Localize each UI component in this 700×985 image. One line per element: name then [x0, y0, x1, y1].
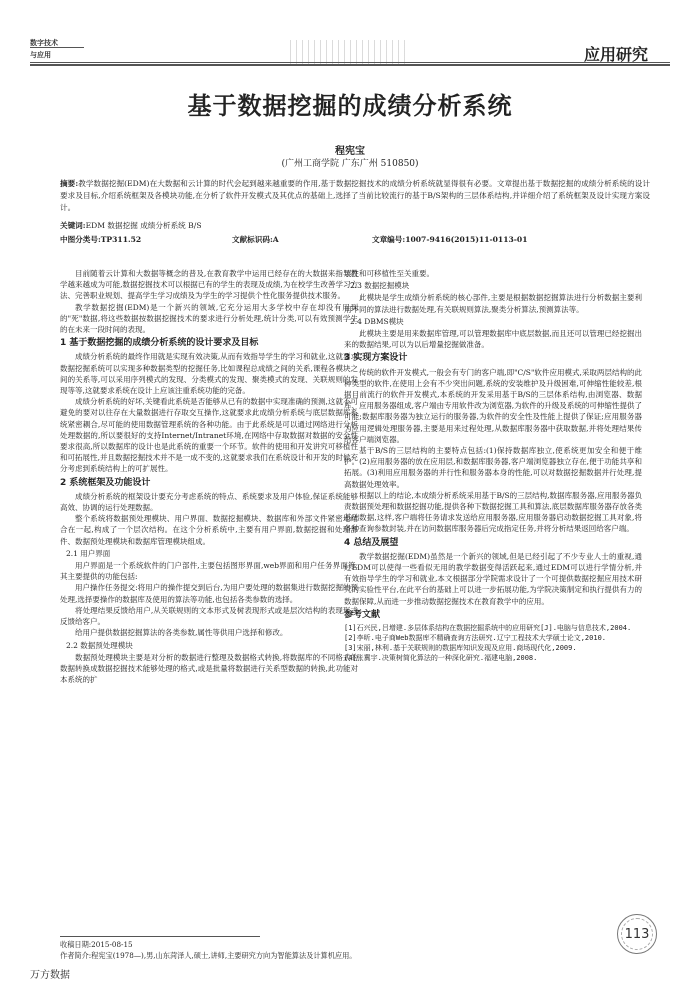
article-no-value: 1007-9416(2015)11-0113-01 [405, 235, 528, 244]
keywords-label: 关键词: [60, 221, 86, 230]
keywords-text: EDM 数据挖掘 成绩分析系统 B/S [85, 221, 202, 230]
body-paragraph: 用户界面是一个系统软件的门户部件,主要包括图形界面,web界面和用户任务界面等,其主要提供的功能包括: [60, 561, 358, 582]
subsection-heading: 2.1 用户界面 [66, 548, 111, 558]
body-paragraph: 将处理结果反馈给用户,从关联规则的文本形式及树表现形式或是层次结构的表现形式反馈给客户。 [60, 605, 358, 627]
watermark-text: 万方数据 [30, 970, 70, 981]
references-heading: 参考文献 [344, 609, 381, 620]
left-column [60, 268, 358, 685]
author-bio: 作者简介:程宪宝(1978—),男,山东菏泽人,硕士,讲师,主要研究方向为智能算法及计算机应用。 [60, 951, 357, 960]
footnote [60, 939, 357, 961]
body-paragraph: 基于B/S的三层结构的主要特点包括:(1)保持数据库独立,使系统更加安全和便于维护。(2)应用服务器的放在应用层,和数据库服务器,客户端浏览器独立存在,便于功能共享和拓展。(3)利用应用服务器的并行性和服务器本身的性能,可以对数据挖掘数据并行处理,提高数据处理效率。 [344, 446, 642, 489]
body-paragraph: 传统的软件开发模式,一般会有专门的客户端,即"C/S"软件应用模式,采取两层结构的此种类型的软件,在使用上会有不少突出问题,系统的安装维护及升级困难,可伸缩性能较差,根据目前流行的软件开发模式,本系统的开发采用基于B/S的三层体系结构,由浏览器、数据库、应用服务器组成,客户端由专用软件改为浏览器,为软件的升级及系统的可伸缩性提供了可能;数据库服务器为独立运行的服务器,为软件的安全性及性能上提供了保证;应用服务器为应用逻辑处理服务器,主要是用来过程处理,从数据库服务器中获取数据,并将处理结果传给客户端浏览器。 [344, 367, 642, 444]
subsection-heading: 2.2 数据预处理模块 [66, 640, 133, 650]
abstract-text: 教学数据挖掘(EDM)在大数据和云计算的时代会起到越来越重要的作用,基于数据挖掘技术的成绩分析系统就显得很有必要。文章提出基于数据挖掘的成绩分析系统的设计要求及目标,介绍系统框架及各模块功能,在分析了软件开发模式及其优点的基础上,选择了当前比较流行的基于B/S架构的三层体系结构,并详细介绍了系统框架及设计实现方案设计。 [60, 179, 650, 212]
reference-item: [4]张冀宇.决策树简化算法的一种深化研究.福建电脑,2008. [344, 654, 538, 663]
footnote-rule [60, 936, 260, 937]
journal-name-line2: 与应用 [30, 50, 51, 59]
intro-paragraph: 教学数据挖掘(EDM)是一个新兴的领域,它充分运用大多学校中存在却没有用到的"死"数据,将这些数据按数据挖掘技术的要求进行分析处理,统计分类,可以有效预测学生的在未来一段时间的表现。 [60, 302, 358, 335]
received-date: 收稿日期:2015-08-15 [60, 940, 133, 949]
section-heading: 4 总结及展望 [344, 537, 399, 548]
subsection-heading: 2.4 DBMS模块 [350, 316, 404, 326]
keywords [60, 220, 202, 231]
article-no-label: 文章编号: [372, 235, 406, 244]
abstract [60, 178, 650, 214]
right-column [344, 268, 642, 663]
section-heading: 3 实现方案设计 [344, 353, 408, 364]
doc-code-value: A [272, 235, 279, 244]
body-paragraph: 成绩分析系统的好坏,关键看此系统是否能够从已有的数据中实现准确的预测,这就不可避免的要对以往存在大量数据进行存取交互操作,这就要求此成绩分析系统与底层数据库系统紧密耦合,尽可能的使用数据管理系统的各种功能。由于此系统是可以通过网络进行分析处理数据的,所以要很好的支持Internet/Intranet环境,在网络中存取数据对数据的安全性要求很高,所以数据库的设计也是此系统的重要一个环节。软件的使用和开发讲究可移植性和可拓展性,并且数据挖掘技术并不是一成不变的,这就要求我们在系统设计和开发的时候充分考虑到系统结构上的可扩展性。 [60, 397, 358, 474]
badge-ring [621, 918, 653, 950]
abstract-label: 摘要: [60, 179, 79, 188]
subsection-heading: 2.3 数据挖掘模块 [350, 281, 410, 291]
reference-item: [2]李昕.电子商Web数据库不精确查询方法研究.辽宁工程技术大学硕士论文,2010. [344, 634, 607, 643]
author-name: 程宪宝 [335, 146, 365, 157]
body-paragraph: 整个系统将数据预处理模块、用户界面、数据挖掘模块、数据库和外部文件紧密地结合在一起,构成了一个层次结构。在这个分析系统中,主要有用户界面,数据挖掘和处理部件、数据预处理模块和数据库管理模块组成。 [60, 514, 358, 546]
section-label: 应用研究 [583, 45, 648, 64]
body-paragraph: 数据预处理模块主要是对分析的数据进行整理及数据格式转换,将数据库的不同格式的数据转换成数据挖掘技术能够处理的格式,或是批量将数据进行关系型数据的转换,此功能对本系统的扩 [60, 652, 358, 685]
journal-logo [30, 38, 84, 59]
header-decoration [290, 40, 405, 64]
body-paragraph: 成绩分析系统的框架设计要充分考虑系统的特点、系统要求及用户体验,保证系统能够高效、协调的运行处理数据。 [60, 491, 358, 513]
reference-item: [3]宋丽,林利.基于关联规则的数据库知识发现及应用.商场现代化,2009. [344, 644, 577, 653]
body-paragraph: 展性和可移植性至关重要。 [344, 269, 434, 278]
page-number: 113 [624, 926, 650, 942]
section-heading: 1 基于数据挖掘的成绩分析系统的设计要求及目标 [60, 338, 259, 349]
clc-label: 中图分类号: [60, 235, 101, 244]
intro-paragraph: 目前随着云计算和大数据等概念的普及,在教育教学中运用已经存在的大数据来指导教学越来越成为可能,数据挖掘技术可以根据已有的学生的表现及成绩,为在校学生改善学习方法、完善职业规划、提高学生学习成绩及为学生的学习提供个性化服务提供技术服务。 [60, 269, 358, 301]
body-paragraph: 给用户提供数据挖掘算法的各类参数,属性等供用户选择和修改。 [75, 628, 288, 638]
body-paragraph: 教学数据挖掘(EDM)虽然是一个新兴的领域,但是已经引起了不少专业人士的重视,通过EDM可以使得一些看似无用的教学数据变得活跃起来,通过EDM可以进行学情分析,并有效指导学生的学习和就业,本文根据部分学院需求设计了一个可提供数据挖掘应用技术研究的实验性平台,在此平台的基础上可以进一步拓展功能,为学院决策制定和执行提供有力的数据保障,从而进一步推动数据挖掘技术在教育教学中的应用。 [344, 551, 642, 606]
article-number [372, 234, 528, 245]
clc-value: TP311.52 [100, 235, 142, 244]
clc-number [60, 234, 141, 245]
body-paragraph: 成绩分析系统的最终作用就是实现有效决策,从而有效指导学生的学习和就业,这就要求数据挖掘系统可以实现多种数据类型的挖掘任务,比如课程总成绩之间的关系,课程各模块之间的关系等,可以采用序列模式的发现、分类模式的发现、聚类模式的发现、关联规则的发现等等,这就要求系统在设计上应该注重系统功能的完备。 [60, 352, 358, 396]
body-paragraph: 根据以上的结论,本成绩分析系统采用基于B/S的三层结构,数据库服务器,应用服务器负责数据预处理和数据挖掘功能,提供各种下数据挖掘工具和算法,底层数据库服务器存放各类基础数据,这样,客户端将任务请求发送给应用服务器,应用服务器启动数据挖掘工具对象,将各种查询参数封装,并在访问数据库服务器后完成指定任务,并将分析结果返回给客户端。 [344, 490, 642, 534]
header-rule [30, 62, 670, 63]
page-number-badge [617, 914, 657, 954]
reference-item: [1]石兴民,吕增建.多层体系结构在数据挖掘系统中的应用研究[J].电脑与信息技术,2004. [344, 624, 632, 633]
document-code [232, 234, 279, 245]
author-affiliation: (广州工商学院 广东广州 510850) [281, 159, 419, 169]
article-title: 基于数据挖掘的成绩分析系统 [187, 92, 513, 120]
doc-code-label: 文献标识码: [232, 235, 273, 244]
header-rule-thick [30, 64, 670, 66]
section-heading: 2 系统框架及功能设计 [60, 477, 151, 488]
journal-name-line1: 数字技术 [30, 38, 84, 48]
body-paragraph: 此模块主要是用来数据库管理,可以管理数据库中底层数据,而且还可以管理已经挖掘出来的数据结果,可以为以后增量挖掘做准备。 [344, 329, 642, 350]
body-paragraph: 此模块是学生成绩分析系统的核心部件,主要是根据数据挖掘算法进行分析数据主要利用不同的算法进行数据处理,有关联规则算法,聚类分析算法,预测算法等。 [344, 293, 642, 314]
body-paragraph: 用户操作任务提交:将用户的操作提交到后台,为用户要处理的数据集进行数据挖掘的预处理,选择要操作的数据库及使用的算法等功能,也包括各类参数的选择。 [60, 583, 358, 604]
